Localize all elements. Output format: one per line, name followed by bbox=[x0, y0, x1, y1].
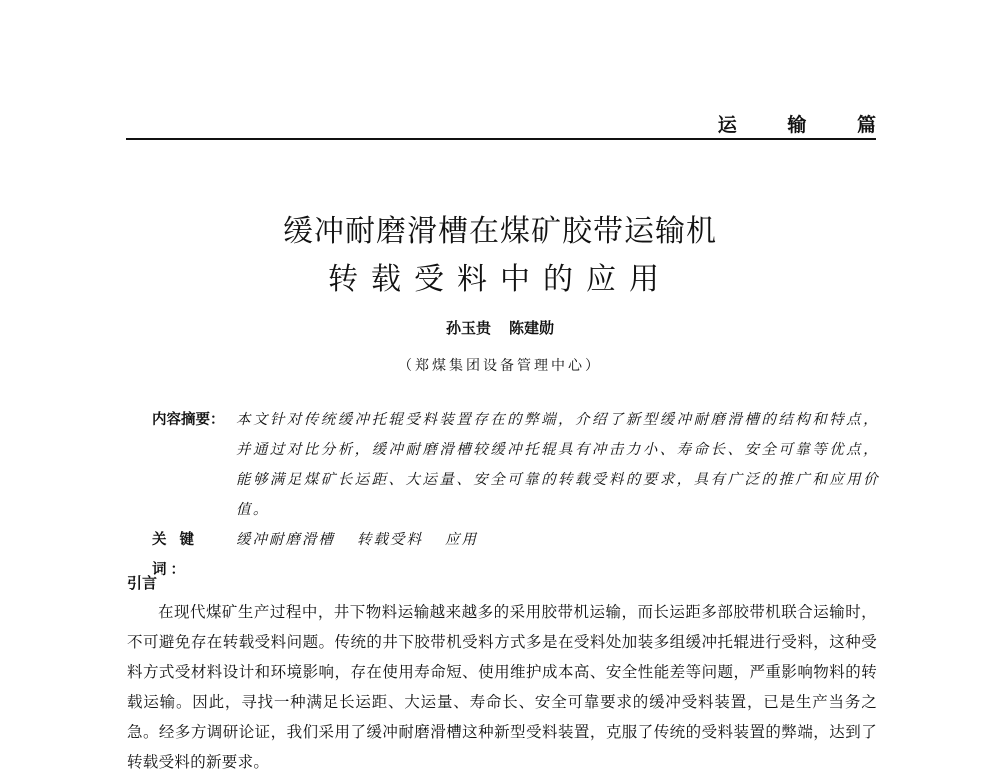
author-list bbox=[0, 317, 1000, 338]
intro-paragraph: 在现代煤矿生产过程中，井下物料运输越来越多的采用胶带机运输，而长运距多部胶带机联合运输时，不可避免存在转载受料问题。传统的井下胶带机受料方式多是在受料处加装多组缓冲托辊进行受料，这种受料方式受材料设计和环境影响，存在使用寿命短、使用维护成本高、安全性能差等问题，严重影响物料的转载运输。因此，寻找一种满足长运距、大运量、寿命长、安全可靠要求的缓冲受料装置，已是生产当务之急。经多方调研论证，我们采用了缓冲耐磨滑槽这种新型受料装置，克服了传统的受料装置的弊端，达到了转载受料的新要求。 bbox=[127, 603, 877, 771]
abstract-label: 内容摘要： bbox=[152, 412, 225, 428]
author-affiliation: （郑煤集团设备管理中心） bbox=[398, 358, 602, 374]
intro-heading: 引言 bbox=[127, 574, 158, 592]
keyword-item: 应用 bbox=[445, 532, 478, 548]
keywords-list bbox=[236, 525, 880, 585]
header-rule bbox=[126, 138, 876, 140]
section-header-label: 运 输 篇 bbox=[717, 114, 898, 136]
author-name: 陈建勋 bbox=[509, 319, 555, 337]
abstract-block bbox=[152, 405, 880, 585]
keyword-item: 转载受料 bbox=[357, 532, 423, 548]
article-title-line-2: 转载受料中的应用 bbox=[328, 262, 672, 297]
article-title-line-1: 缓冲耐磨滑槽在煤矿胶带运输机 bbox=[283, 214, 717, 249]
abstract-text: 本文针对传统缓冲托辊受料装置存在的弊端，介绍了新型缓冲耐磨滑槽的结构和特点，并通过对比分析，缓冲耐磨滑槽较缓冲托辊具有冲击力小、寿命长、安全可靠等优点，能够满足煤矿长运距、大运量、安全可靠的转载受料的要求，具有广泛的推广和应用价值。 bbox=[236, 412, 880, 518]
keyword-item: 缓冲耐磨滑槽 bbox=[236, 532, 335, 548]
keywords-label: 关 键 词： bbox=[152, 532, 199, 578]
author-name: 孙玉贵 bbox=[445, 319, 491, 337]
keywords-row bbox=[152, 525, 880, 585]
abstract-row bbox=[152, 405, 880, 525]
